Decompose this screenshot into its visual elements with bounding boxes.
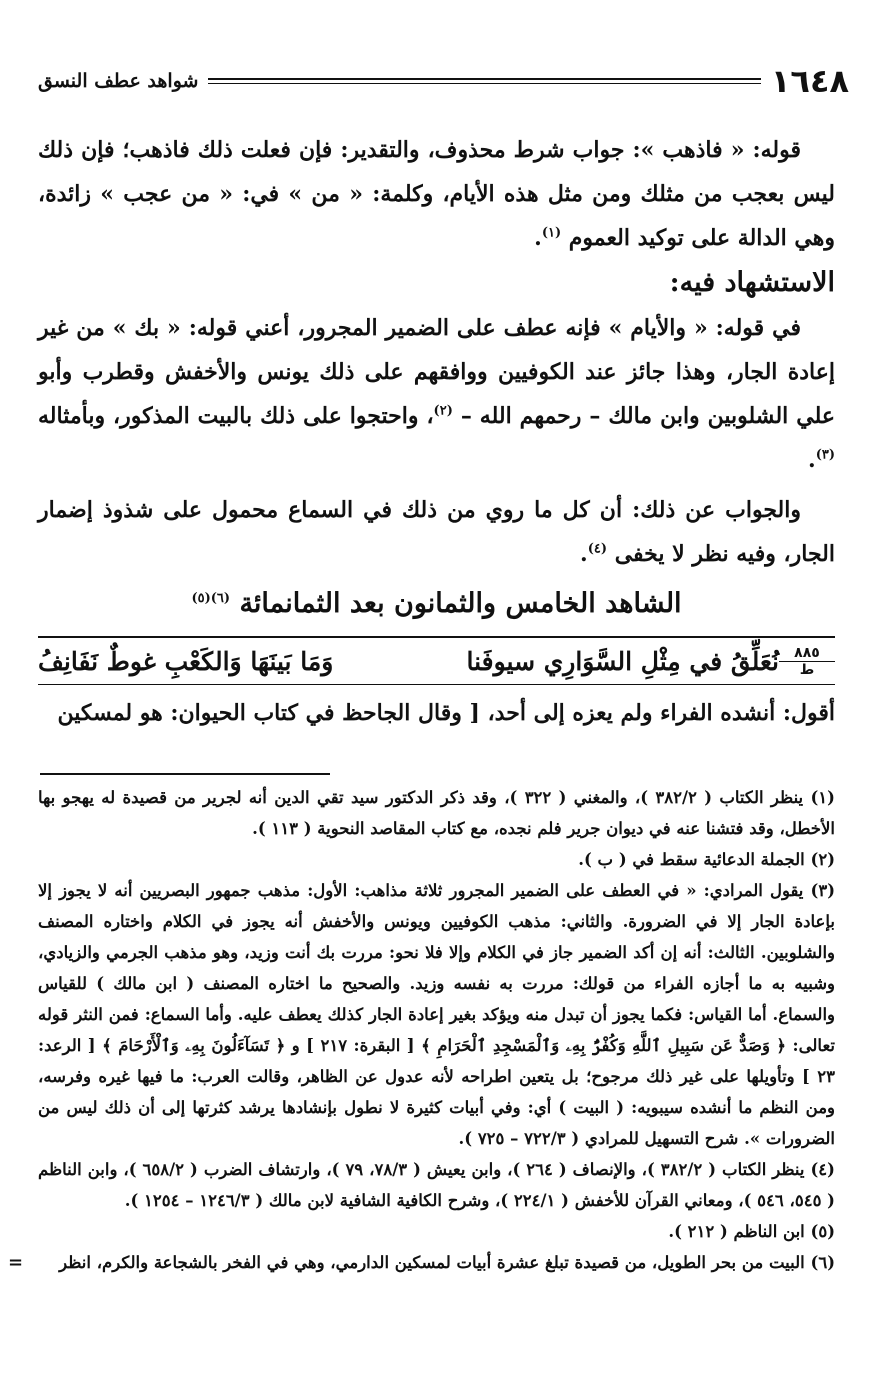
verse-number [779,645,835,678]
paragraph-2: في قوله: « والأيام » فإنه عطف على الضمير المجرور، أعني قوله: « بك » من غير إعادة الجار، وهذا جائز عند الكوفيين ووافقهم على ذلك يونس والأخفش وقطرب وأبو علي الشلوبين وابن مالك – رحمهم الله – $^{(٢)}$، واحتجوا على ذلك بالبيت المذكور، وبأمثاله $^{(٣)}$. [38,315,835,473]
continuation-mark: = [8,1252,24,1273]
verse-bottom-rule [38,684,835,685]
footnote-1: (١) ينظر الكتاب ( ٣٨٢/٢ )، والمغني ( ٣٢٢ )، وقد ذكر الدكتور سيد تقي الدين أنه لجرير من قصيدة له يهجو بها الأخطل، وقد فتشنا عنه في ديوان جرير فلم نجده، مع كتاب المقاصد النحوية ( ١١٣ ). [38,788,835,838]
page-header [38,62,849,100]
witness-heading-text: الشاهد الخامس والثمانون بعد الثمانمائة [239,588,682,619]
section-heading: الاستشهاد فيه: [669,267,835,298]
header-rule [208,78,760,84]
footnote-ref-3: (٣) [815,447,835,463]
paragraph-1-text: قوله: « فاذهب »: جواب شرط محذوف، والتقدير: فإن فعلت ذلك فاذهب؛ فإن ذلك ليس بعجب من مثلك ومن مثل هذه الأيام، وكلمة: « من » في: « من عجب » زائدة، وهي الدالة على توكيد العموم [38,137,835,251]
verse-number-value: ٨٨٥ [779,645,835,662]
paragraph-2-tail: ، واحتجوا على ذلك بالبيت المذكور، وبأمثاله [38,403,434,429]
footnote-ref-1: (١) [541,225,562,241]
first-hemistich: نُعَلِّقُ في مِثْلِ السَّوَارِي سيوفَنا [466,646,779,676]
verse [38,638,835,684]
page-number: ١٦٤٨ [770,62,849,100]
footnote-3: (٣) يقول المرادي: « في العطف على الضمير المجرور ثلاثة مذاهب: الأول: مذهب جمهور البصريين أنه لا يجوز إلا بإعادة الجار إلا في الضرورة. والثاني: مذهب الكوفيين ويونس والأخفش أنه يجوز في الكلام واختاره المصنف والشلوبين. الثالث: أنه إن أكد الضمير جاز في الكلام وإلا فلا نحو: مررت بك أنت وزيد، وهو مذهب الجرمي والزيادي، وشبيه به ما أجازه الفراء من قولك: مررت به نفسه وزيد. والصحيح ما اختاره المصنف ( ابن مالك ) للقياس والسماع. أما القياس: فكما يجوز أن تبدل منه ويؤكد بغير إعادة الجار كذلك يعطف عليه. وأما السماع: فمن النثر قوله تعالى: ﴿ وَصَدٌّ عَن سَبِيلِ ٱللَّهِ وَكُفْرٌۢ بِهِۦ وَٱلْمَسْجِدِ ٱلْحَرَامِ ﴾ [ البقرة: ٢١٧ ] و ﴿ تَسَآءَلُونَ بِهِۦ وَٱلْأَرْحَامَ ﴾ [ الرعد: ٢٣ ] وتأويلها على غير ذلك مرجوح؛ بل يتعين اطراحه لأنه عدول عن الظاهر، وقالت العرب: ما فيها غيره وفرسه، ومن النظم ما أنشده سيبويه: ( البيت ) أي: وفي أبيات كثيرة لا نطول بإنشادها يرشد كثرتها إلى أن ذلك ليس من الضرورات ». شرح التسهيل للمرادي ( ٧٢٢/٣ – ٧٢٥ ). [38,881,835,1148]
witness-footnote-refs: (٦)(٥) [191,591,231,606]
footnote-separator [40,773,330,775]
footnote-4: (٤) ينظر الكتاب ( ٣٨٢/٢ )، والإنصاف ( ٢٦٤ )، وابن يعيش ( ٧٨/٣، ٧٩ )، وارتشاف الضرب ( ٦٥٨/٢ )، وابن الناظم ( ٥٤٥، ٥٤٦ )، ومعاني القرآن للأخفش ( ٢٢٤/١ )، وشرح الكافية الشافية لابن مالك ( ١٢٤٦/٣ – ١٢٥٤ ). [38,1160,835,1210]
paragraph-3-text: والجواب عن ذلك: أن كل ما روي من ذلك في السماع محمول على شذوذ إضمار الجار، وفيه نظر لا يخفى [38,497,835,567]
paragraph-4: أقول: أنشده الفراء ولم يعزه إلى أحد، [ وقال الجاحظ في كتاب الحيوان: هو لمسكين [57,700,835,726]
footnotes [8,782,835,1278]
second-hemistich: وَمَا بَينَهَا وَالكَعْبِ غوطٌ نَفَانِفُ [38,646,334,676]
footnote-6 [8,1247,835,1278]
witness-heading [38,582,835,626]
footnote-6-text: (٦) البيت من بحر الطويل، من قصيدة تبلغ عشرة أبيات لمسكين الدارمي، وهي في الفخر بالشجاعة والكرم، انظر [59,1253,835,1272]
footnote-5: (٥) ابن الناظم ( ٢١٢ ). [668,1222,835,1241]
paragraph-2-text: في قوله: « والأيام » فإنه عطف على الضمير المجرور، أعني قوله: « بك » من غير إعادة الجار، وهذا جائز عند الكوفيين ووافقهم على ذلك يونس والأخفش وقطرب وأبو علي الشلوبين وابن مالك – رحمهم الله – [38,315,835,429]
paragraph-3: والجواب عن ذلك: أن كل ما روي من ذلك في السماع محمول على شذوذ إضمار الجار، وفيه نظر لا يخفى $^{(٤)}$. [38,497,835,567]
verse-meter-mark: ط [799,661,815,678]
footnote-ref-4: (٤) [587,541,608,557]
footnote-ref-2: (٢) [433,403,453,419]
main-text [38,128,835,735]
footnote-2: (٢) الجملة الدعائية سقط في ( ب ). [578,850,835,869]
paragraph-1: قوله: « فاذهب »: جواب شرط محذوف، والتقدير: فإن فعلت ذلك فاذهب؛ فإن ذلك ليس بعجب من مثلك ومن مثل هذه الأيام، وكلمة: « من » في: « من عجب » زائدة، وهي الدالة على توكيد العموم $^{(١)}$. [38,137,835,251]
running-title: شواهد عطف النسق [38,70,199,92]
